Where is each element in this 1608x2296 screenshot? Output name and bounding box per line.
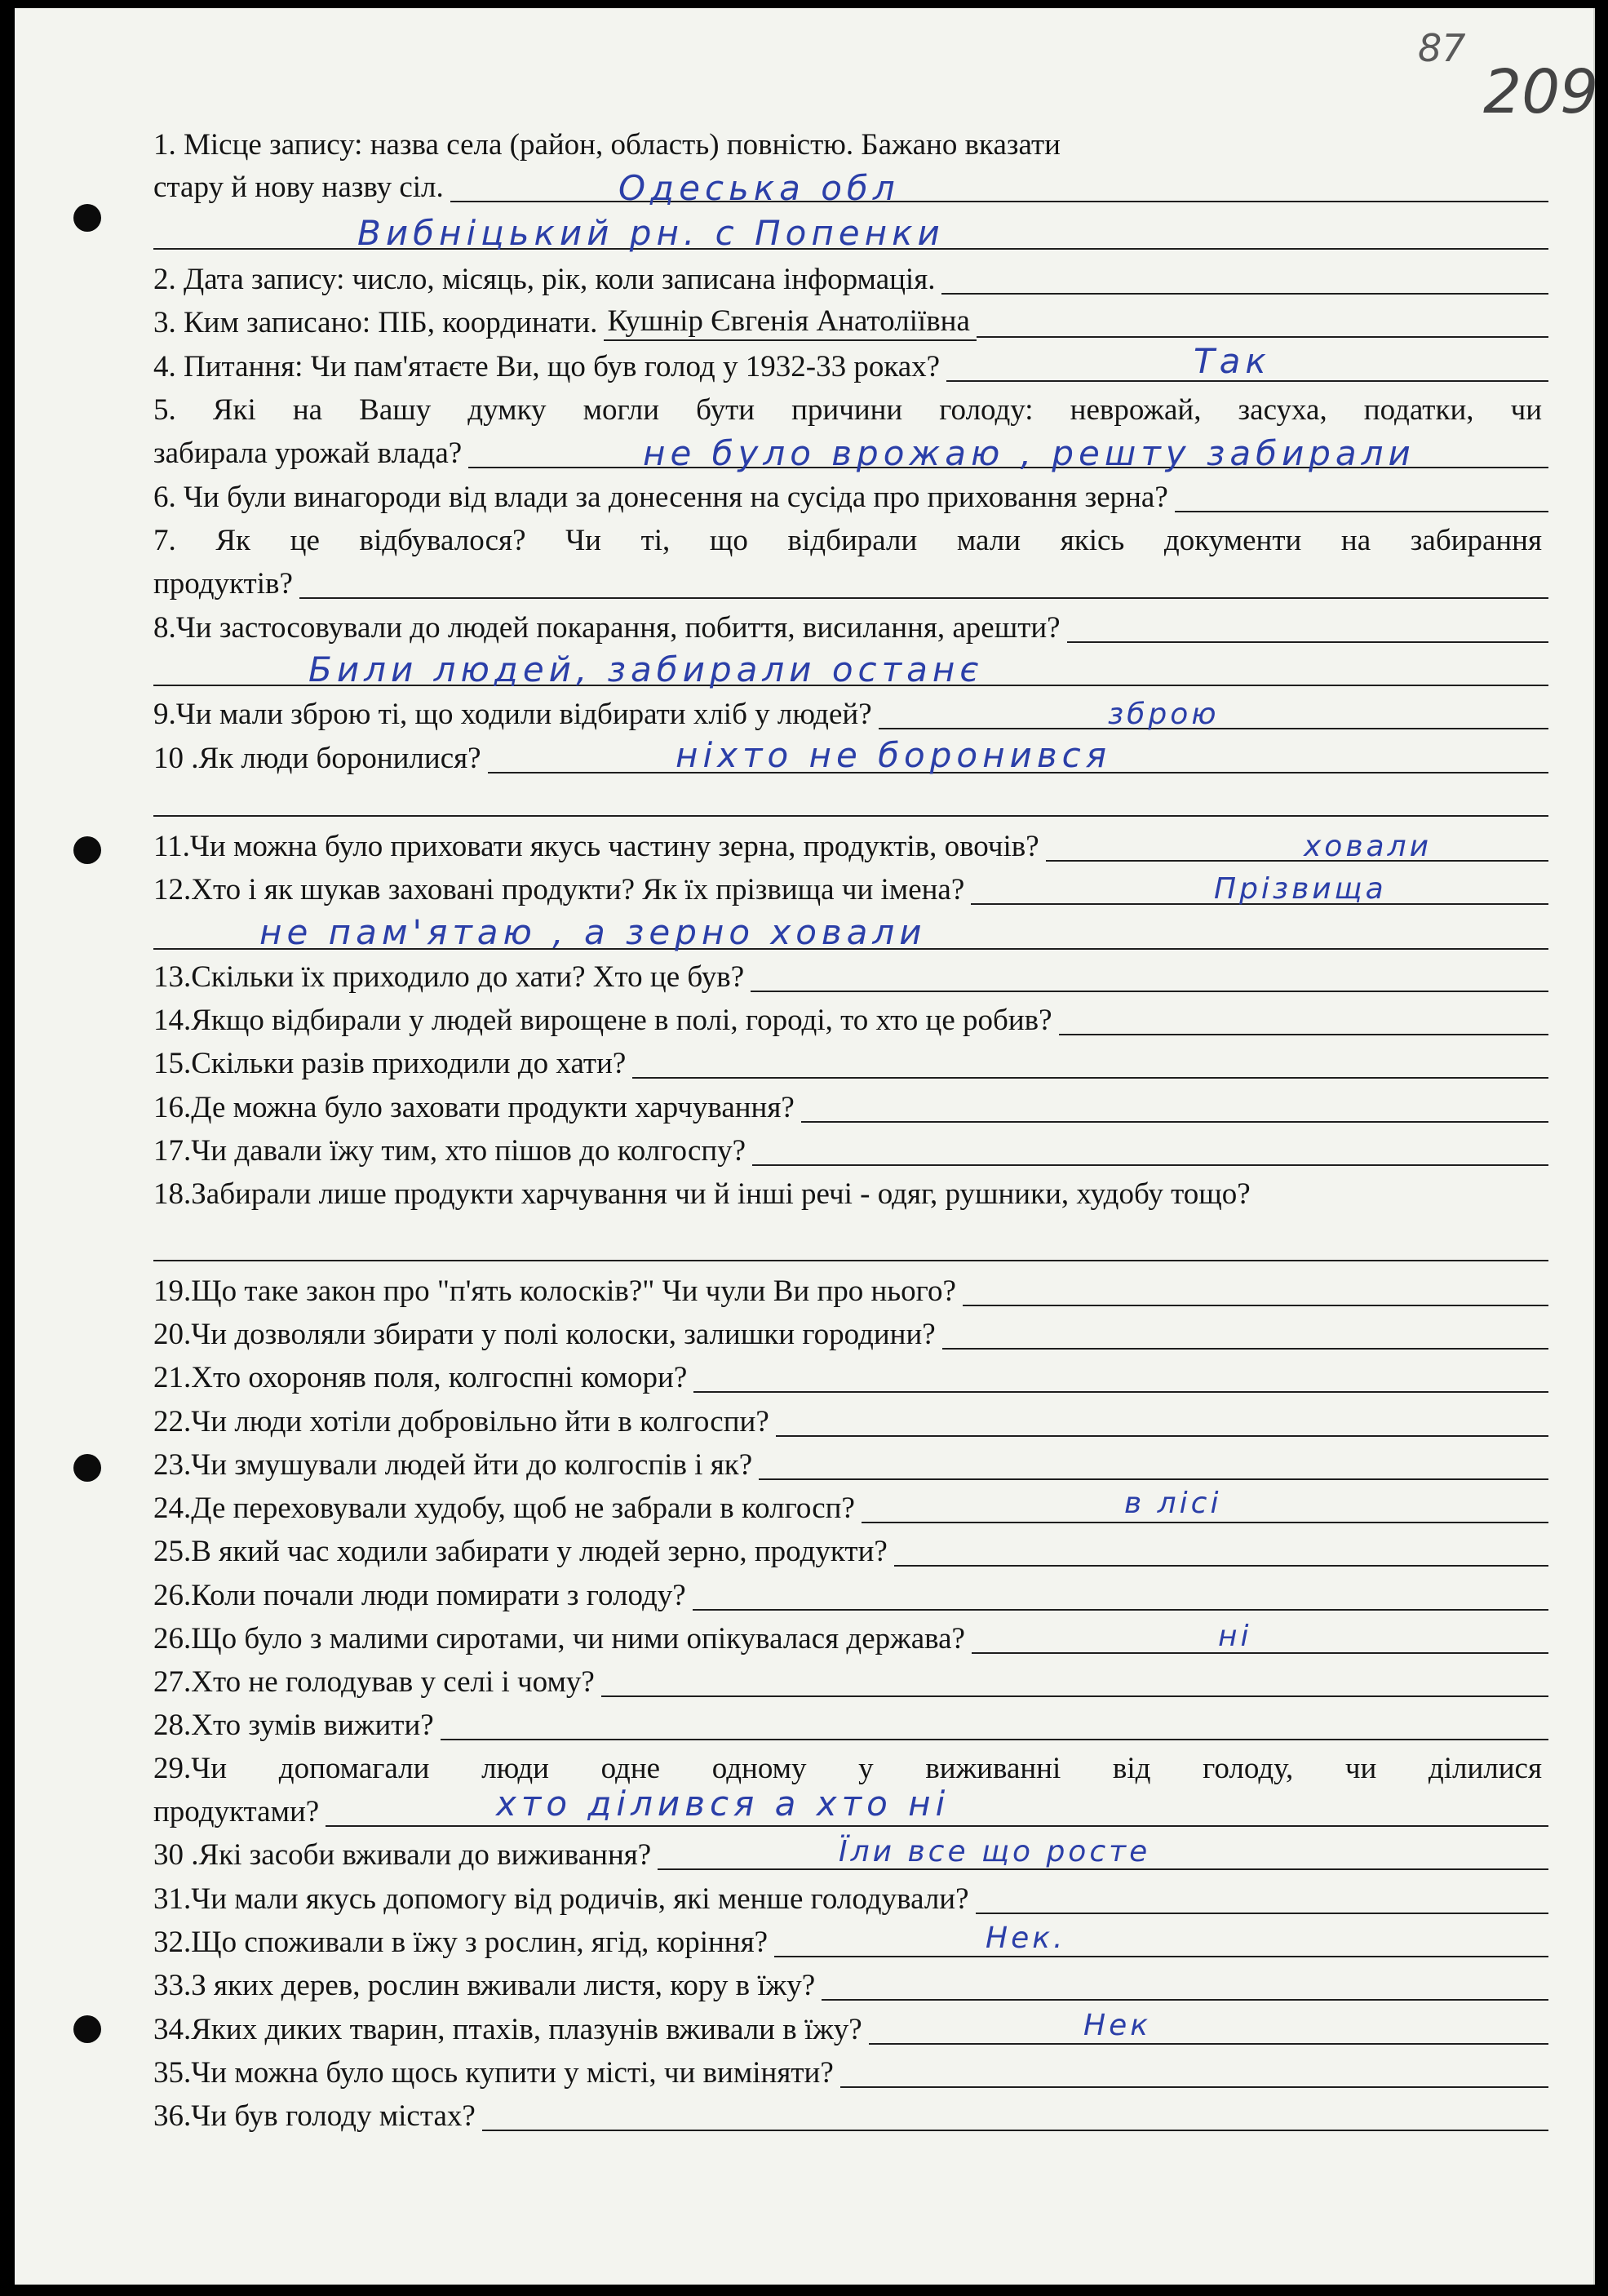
answer-line[interactable]: [1046, 831, 1548, 862]
question-row: [153, 1963, 1548, 2004]
question-text: 10 .Як люди боронилися?: [153, 742, 481, 776]
question-row: [153, 692, 1548, 733]
question-text: 15.Скільки разів приходили до хати?: [153, 1047, 627, 1081]
question-row: [153, 2007, 1548, 2048]
question-row: [153, 1355, 1548, 1396]
handwritten-answer: Одеська обл: [618, 168, 900, 208]
question-row: [153, 1660, 1548, 1700]
question-text: 13.Скільки їх приходило до хати? Хто це був?: [153, 960, 745, 995]
answer-line[interactable]: [632, 1048, 1548, 1079]
question-text: 8.Чи застосовували до людей покарання, побиття, висилання, арешти?: [153, 611, 1061, 645]
question-row: [153, 955, 1548, 995]
question-row: [153, 561, 1548, 602]
question-text: 25.В який час ходили забирати у людей зерно, продукти?: [153, 1535, 888, 1569]
answer-line[interactable]: [822, 1970, 1548, 2001]
answer-line[interactable]: [774, 1921, 1548, 1957]
answer-line[interactable]: [976, 1883, 1548, 1914]
question-text: 12.Хто і як шукав заховані продукти? Як їх прізвища чи імена?: [153, 873, 965, 907]
handwritten-answer: Нек: [1083, 2009, 1151, 2042]
question-text: 18.Забирали лише продукти харчування чи й інші речі - одяг, рушники, худобу тощо?: [153, 1177, 1251, 1212]
question-text: 6. Чи були винагороди від влади за донесення на сусіда про приховання зерна?: [153, 481, 1168, 515]
question-text: 36.Чи був голоду містах?: [153, 2099, 476, 2134]
question-text: 19.Що таке закон про "п'ять колосків?" Чи чули Ви про нього?: [153, 1274, 956, 1309]
question-row: [153, 1041, 1548, 1082]
question-text: 1. Місце запису: назва села (район, область) повністю. Бажано вказати: [153, 128, 1061, 162]
question-text: забирала урожай влада?: [153, 437, 463, 471]
answer-line[interactable]: [450, 171, 1548, 202]
answer-line[interactable]: [972, 1620, 1548, 1654]
question-text: 16.Де можна було заховати продукти харчування?: [153, 1091, 795, 1125]
answer-line[interactable]: [801, 1092, 1548, 1123]
question-row: [153, 2094, 1548, 2134]
handwritten-answer: зброю: [1108, 698, 1220, 731]
question-row: [153, 518, 1548, 559]
question-text: 11.Чи можна було приховати якусь частину зерна, продуктів, овочів?: [153, 830, 1039, 864]
answer-line[interactable]: [977, 307, 1548, 338]
question-text: 4. Питання: Чи пам'ятаєте Ви, що був голод у 1932-33 роках?: [153, 350, 941, 384]
answer-line[interactable]: [1059, 1004, 1548, 1035]
question-row: [153, 475, 1548, 516]
handwritten-answer: ховали: [1304, 830, 1433, 863]
question-text: 21.Хто охороняв поля, колгоспні комори?: [153, 1361, 688, 1395]
handwritten-answer: Нек.: [986, 1921, 1066, 1955]
answer-line[interactable]: [894, 1536, 1548, 1567]
answer-line[interactable]: [482, 2100, 1548, 2131]
question-text: 3. Ким записано: ПІБ, координати.: [153, 306, 598, 340]
question-row: [153, 1399, 1548, 1440]
question-text: 26.Коли почали люди помирати з голоду?: [153, 1579, 686, 1613]
question-text: 33.З яких дерев, рослин вживали листя, кору в їжу?: [153, 1969, 816, 2003]
answer-line[interactable]: [441, 1709, 1548, 1740]
question-text: 7. Як це відбувалося? Чи ті, що відбирали мали якісь документи на забирання: [153, 524, 1542, 558]
answer-line[interactable]: [941, 264, 1548, 295]
question-row: [153, 1616, 1548, 1657]
question-row: [153, 257, 1548, 298]
handwritten-answer: не пам'ятаю , а зерно ховали: [259, 912, 927, 952]
typed-answer: Кушнір Євгенія Анатоліївна: [604, 304, 976, 341]
question-row: [153, 1443, 1548, 1483]
handwritten-answer: не було врожаю , решту забирали: [643, 433, 1415, 473]
archive-number-main: 209: [1483, 57, 1599, 127]
answer-line[interactable]: [869, 2014, 1548, 2045]
handwritten-answer: в лісі: [1124, 1487, 1222, 1520]
question-text: 35.Чи можна було щось купити у місті, чи виміняти?: [153, 2056, 834, 2090]
answer-line[interactable]: [1067, 612, 1548, 643]
question-row: [153, 1529, 1548, 1570]
question-text: 29.Чи допомагали люди одне одному у виживанні від голоду, чи ділилися: [153, 1752, 1542, 1786]
questionnaire-sheet: [15, 8, 1599, 2285]
answer-line[interactable]: [693, 1580, 1548, 1611]
question-row: [153, 1172, 1548, 1212]
answer-line[interactable]: [942, 1319, 1548, 1350]
question-row: [153, 998, 1548, 1039]
question-text: 5. Які на Вашу думку могли бути причини голоду: неврожай, засуха, податки, чи: [153, 393, 1542, 428]
question-text: 23.Чи змушували людей йти до колгоспів і як?: [153, 1448, 753, 1483]
binder-hole: [73, 2015, 101, 2043]
question-row: [153, 1746, 1548, 1787]
answer-line[interactable]: [1175, 481, 1548, 512]
question-row: [153, 388, 1548, 428]
question-text: 14.Якщо відбирали у людей вирощене в полі, городі, то хто це робив?: [153, 1004, 1052, 1038]
question-row: [153, 1703, 1548, 1744]
answer-line[interactable]: [751, 961, 1548, 992]
question-text: 31.Чи мали якусь допомогу від родичів, які менше голодували?: [153, 1882, 969, 1917]
binder-hole: [73, 836, 101, 864]
answer-line[interactable]: [963, 1275, 1548, 1306]
question-text: стару й нову назву сіл.: [153, 171, 444, 205]
handwritten-answer: ні: [1218, 1620, 1252, 1653]
handwritten-answer: ніхто не боронився: [676, 735, 1111, 775]
handwritten-answer: Так: [1194, 341, 1271, 381]
question-row: [153, 1312, 1548, 1353]
question-row: [153, 341, 1548, 385]
question-row: [153, 122, 1548, 163]
question-row: [153, 2050, 1548, 2091]
answer-row: [153, 779, 1548, 820]
question-text: 22.Чи люди хотіли добровільно йти в колгоспи?: [153, 1405, 769, 1439]
question-row: [153, 1128, 1548, 1169]
question-text: продуктів?: [153, 567, 293, 601]
question-row: [153, 1085, 1548, 1126]
archive-number-small: 87: [1418, 26, 1466, 70]
answer-line[interactable]: [759, 1449, 1548, 1480]
question-text: 30 .Які засоби вживали до виживання?: [153, 1838, 652, 1873]
answer-line[interactable]: [776, 1406, 1548, 1437]
handwritten-answer: Їли все що росте: [839, 1835, 1151, 1868]
question-text: 27.Хто не голодував у селі і чому?: [153, 1665, 595, 1700]
question-row: [153, 1269, 1548, 1310]
answer-line[interactable]: [840, 2057, 1548, 2088]
question-row: [153, 1920, 1548, 1961]
question-row: [153, 1486, 1548, 1527]
question-text: 9.Чи мали зброю ті, що ходили відбирати хліб у людей?: [153, 698, 872, 732]
question-text: 32.Що споживали в їжу з рослин, ягід, коріння?: [153, 1926, 769, 1960]
question-row: [153, 605, 1548, 646]
question-text: 17.Чи давали їжу тим, хто пішов до колгоспу?: [153, 1134, 746, 1168]
answer-line[interactable]: [299, 568, 1548, 599]
answer-row: [153, 1224, 1548, 1265]
question-text: продуктами?: [153, 1795, 320, 1829]
answer-line[interactable]: [153, 786, 1548, 817]
question-text: 2. Дата запису: число, місяць, рік, коли записана інформація.: [153, 263, 936, 297]
binder-hole: [73, 204, 101, 232]
question-row: [153, 1877, 1548, 1917]
question-text: 24.Де переховували худобу, щоб не забрали в колгосп?: [153, 1492, 855, 1526]
question-text: 28.Хто зумів вижити?: [153, 1709, 434, 1743]
question-text: 20.Чи дозволяли збирати у полі колоски, залишки городини?: [153, 1318, 936, 1352]
question-text: 34.Яких диких тварин, птахів, плазунів вживали в їжу?: [153, 2013, 862, 2047]
handwritten-answer: хто ділився а хто ні: [496, 1784, 950, 1824]
answer-line[interactable]: [153, 1230, 1548, 1261]
question-row: [153, 1573, 1548, 1614]
answer-line[interactable]: [693, 1362, 1548, 1393]
answer-line[interactable]: [601, 1666, 1548, 1697]
handwritten-answer: Прізвища: [1214, 872, 1387, 906]
handwritten-answer: Вибніцький рн. с Попенки: [357, 213, 945, 253]
answer-line[interactable]: [752, 1135, 1548, 1166]
question-row: [153, 300, 1548, 341]
question-text: 26.Що було з малими сиротами, чи ними опікувалася держава?: [153, 1622, 965, 1656]
binder-hole: [73, 1454, 101, 1482]
handwritten-answer: Били людей, забирали останє: [308, 649, 984, 689]
